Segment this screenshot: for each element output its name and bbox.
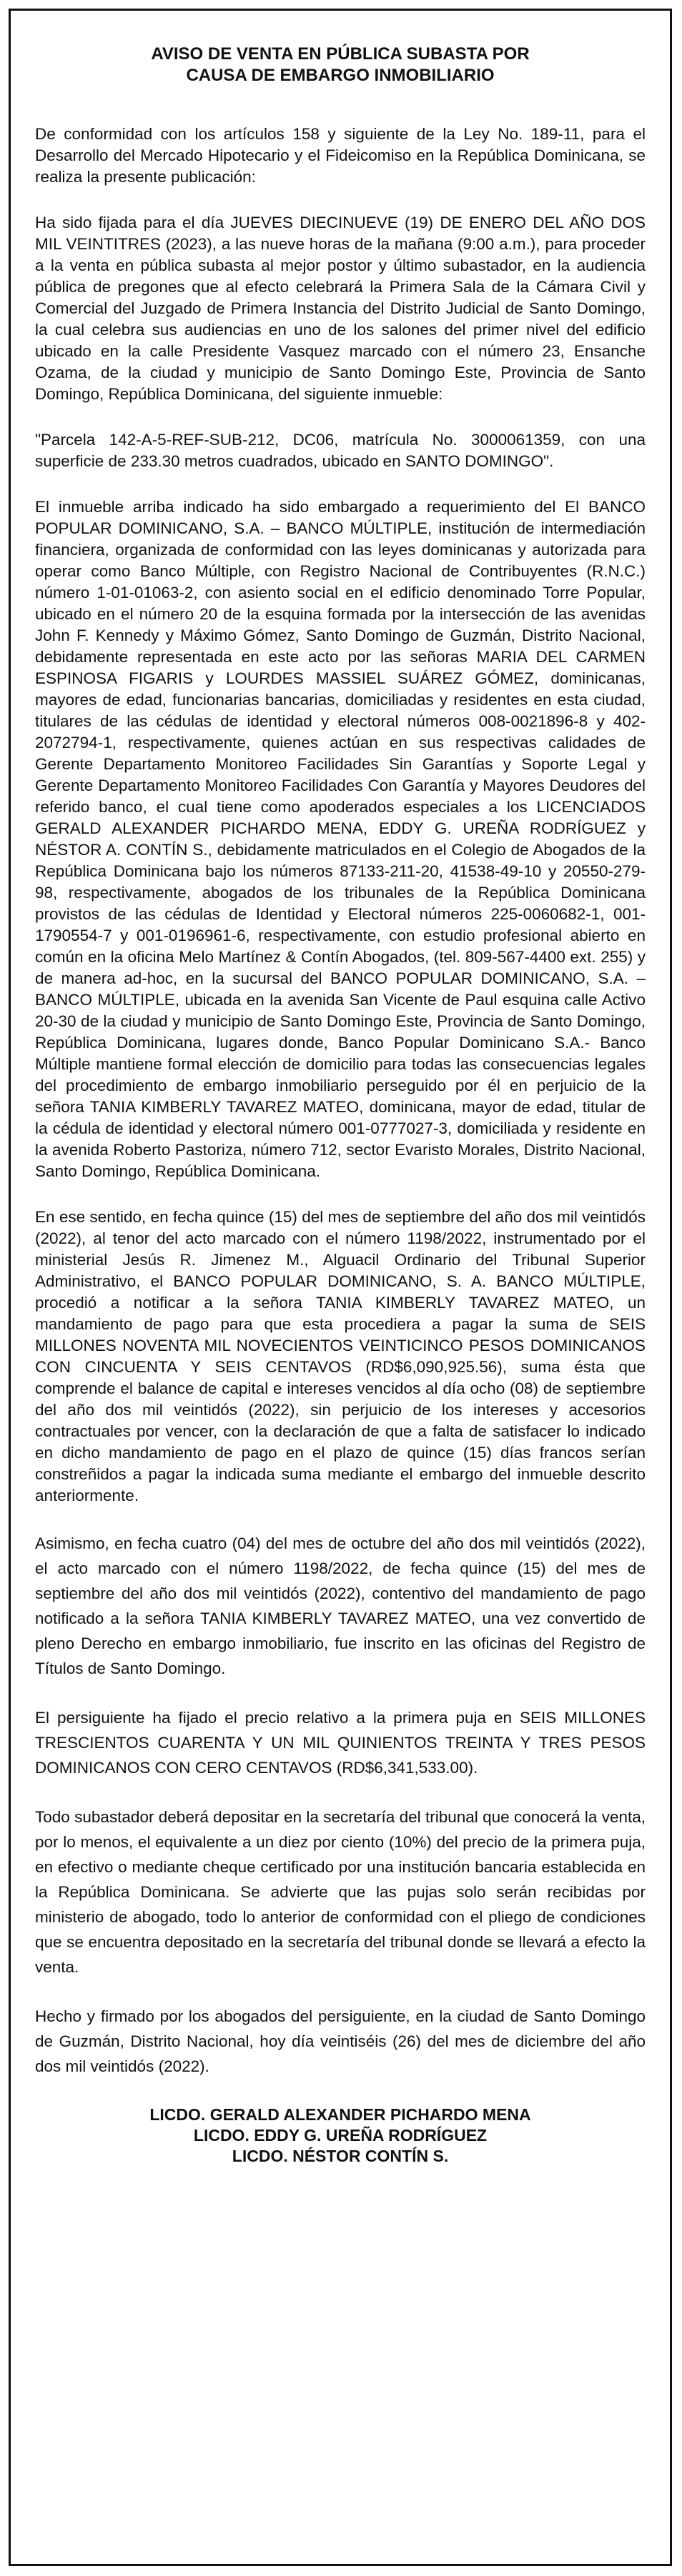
paragraph-seizing-party: El inmueble arriba indicado ha sido embargado a requerimiento del El BANCO POPULAR DOMINICANO, S.A. – BANCO MÚLTIPLE, institución de intermediación financiera, organizada de conformidad con las leyes dominicanas y autorizada para operar como Banco Múltiple, con Registro Nacional de Contribuyentes (R.N.C.) número 1-01-01063-2, con asiento social en el edificio denominado Torre Popular, ubicado en el número 20 de la esquina formada por la intersección de las avenidas John F. Kennedy y Máximo Gómez, Santo Domingo de Guzmán, Distrito Nacional, debidamente representada en este acto por las señoras MARIA DEL CARMEN ESPINOSA FIGARIS y LOURDES MASSIEL SUÁREZ GÓMEZ, dominicanas, mayores de edad, funcionarias bancarias, domiciliadas y residentes en esta ciudad, titulares de las cédulas de identidad y electoral números 008-0021896-8 y 402-2072794-1, respectivamente, quienes actúan en sus respectivas calidades de Gerente Departamento Monitoreo Facilidades Sin Garantías y Soporte Legal y Gerente Departamento Monitoreo Facilidades Con Garantía y Mayores Deudores del referido banco, el cual tiene como apoderados especiales a los LICENCIADOS GERALD ALEXANDER PICHARDO MENA, EDDY G. UREÑA RODRÍGUEZ y NÉSTOR A. CONTÍN S., debidamente matriculados en el Colegio de Abogados de la República Dominicana bajo los números 87133-211-20, 41538-49-10 y 20550-279-98, respectivamente, abogados de los tribunales de la República Dominicana provistos de las cédulas de Identidad y Electoral números 225-0060682-1, 001-1790554-7 y 001-0196961-6, respectivamente, con estudio profesional abierto en común en la oficina Melo Martínez & Contín Abogados, (tel. 809-567-4400 ext. 255) y de manera ad-hoc, en la sucursal del BANCO POPULAR DOMINICANO, S.A. – BANCO MÚLTIPLE, ubicada en la avenida San Vicente de Paul esquina calle Activo 20-30 de la ciudad y municipio de Santo Domingo Este, Provincia de Santo Domingo, República Dominicana, lugares donde, Banco Popular Dominicano S.A.- Banco Múltiple mantiene formal elección de domicilio para todas las consecuencias legales del procedimiento de embargo inmobiliario perseguido por él en perjuicio de la señora TANIA KIMBERLY TAVAREZ MATEO, dominicana, mayor de edad, titular de la cédula de identidad y electoral número 001-0777027-3, domiciliada y residente en la avenida Roberto Pastoriza, número 712, sector Evaristo Morales, Distrito Nacional, Santo Domingo, República Dominicana. [35,498,646,1180]
paragraph-payment-order: En ese sentido, en fecha quince (15) del mes de septiembre del año dos mil veintidós (2022), al tenor del acto marcado con el número 1198/2022, instrumentado por el ministerial Jesús R. Jimenez M., Alguacil Ordinario del Tribunal Superior Administrativo, el BANCO POPULAR DOMINICANO, S. A. BANCO MÚLTIPLE, procedió a notificar a la señora TANIA KIMBERLY TAVAREZ MATEO, un mandamiento de pago para que esta procediera a pagar la suma de SEIS MILLONES NOVENTA MIL NOVECIENTOS VEINTICINCO PESOS DOMINICANOS CON CINCUENTA Y SEIS CENTAVOS (RD$6,090,925.56), suma ésta que comprende el balance de capital e intereses vencidos al día ocho (08) de septiembre del año dos mil veintidós (2022), sin perjuicio de los intereses y accesorios contractuales por vencer, con la declaración de que a falta de satisfacer lo indicado en dicho mandamiento de pago en el plazo de quince (15) días francos serían constreñidos a pagar la indicada suma mediante el embargo del inmueble descrito anteriormente. [35,1208,646,1504]
signature-line: LICDO. GERALD ALEXANDER PICHARDO MENA [149,2105,531,2124]
notice-title-line-1: AVISO DE VENTA EN PÚBLICA SUBASTA POR [151,44,530,64]
signature-block [35,2105,646,2167]
paragraph-signed: Hecho y firmado por los abogados del persiguiente, en la ciudad de Santo Domingo de Guzmán, Distrito Nacional, hoy día veintiséis (26) del mes de diciembre del año dos mil veintidós (2022). [35,2007,646,2075]
notice-title-line-2: CAUSA DE EMBARGO INMOBILIARIO [186,66,495,85]
paragraph-legal-basis: De conformidad con los artículos 158 y siguiente de la Ley No. 189-11, para el Desarrollo del Mercado Hipotecario y el Fideicomiso en la República Dominicana, se realiza la presente publicación: [35,125,646,186]
paragraph-bidder-deposit: Todo subastador deberá depositar en la secretaría del tribunal que conocerá la venta, por lo menos, el equivalente a un diez por ciento (10%) del precio de la primera puja, en efectivo o mediante cheque certificado por una institución bancaria establecida en la República Dominicana. Se advierte que las pujas solo serán recibidas por ministerio de abogado, todo lo anterior de conformidad con el pliego de condiciones que se encuentra depositado en la secretaría del tribunal donde se llevará a efecto la venta. [35,1808,646,1976]
paragraph-registration: Asimismo, en fecha cuatro (04) del mes de octubre del año dos mil veintidós (2022), el acto marcado con el número 1198/2022, de fecha quince (15) del mes de septiembre del año dos mil veintidós (2022), contentivo del mandamiento de pago notificado a la señora TANIA KIMBERLY TAVAREZ MATEO, una vez convertido de pleno Derecho en embargo inmobiliario, fue inscrito en las oficinas del Registro de Títulos de Santo Domingo. [35,1534,646,1677]
paragraph-property: "Parcela 142-A-5-REF-SUB-212, DC06, matrícula No. 3000061359, con una superficie de 233.30 metros cuadrados, ubicado en SANTO DOMINGO". [35,431,646,470]
paragraph-first-bid-price: El persiguiente ha fijado el precio relativo a la primera puja en SEIS MILLONES TRESCIENTOS CUARENTA Y UN MIL QUINIENTOS TREINTA Y TRES PESOS DOMINICANOS CON CERO CENTAVOS (RD$6,341,533.00). [35,1709,646,1777]
paragraph-auction-date: Ha sido fijada para el día JUEVES DIECINUEVE (19) DE ENERO DEL AÑO DOS MIL VEINTITRES (2023), a las nueve horas de la mañana (9:00 a.m.), para proceder a la venta en pública subasta al mejor postor y último subastador, en la audiencia pública de pregones que al efecto celebrará la Primera Sala de la Cámara Civil y Comercial del Juzgado de Primera Instancia del Distrito Judicial de Santo Domingo, la cual celebra sus audiencias en uno de los salones del primer nivel del edificio ubicado en la calle Presidente Vasquez marcado con el número 23, Ensanche Ozama, de la ciudad y municipio de Santo Domingo Este, Provincia de Santo Domingo, República Dominicana, del siguiente inmueble: [35,214,646,403]
signature-line: LICDO. NÉSTOR CONTÍN S. [232,2147,449,2165]
notice-title [35,44,646,86]
legal-notice [9,9,672,2566]
signature-line: LICDO. EDDY G. UREÑA RODRÍGUEZ [193,2126,488,2145]
